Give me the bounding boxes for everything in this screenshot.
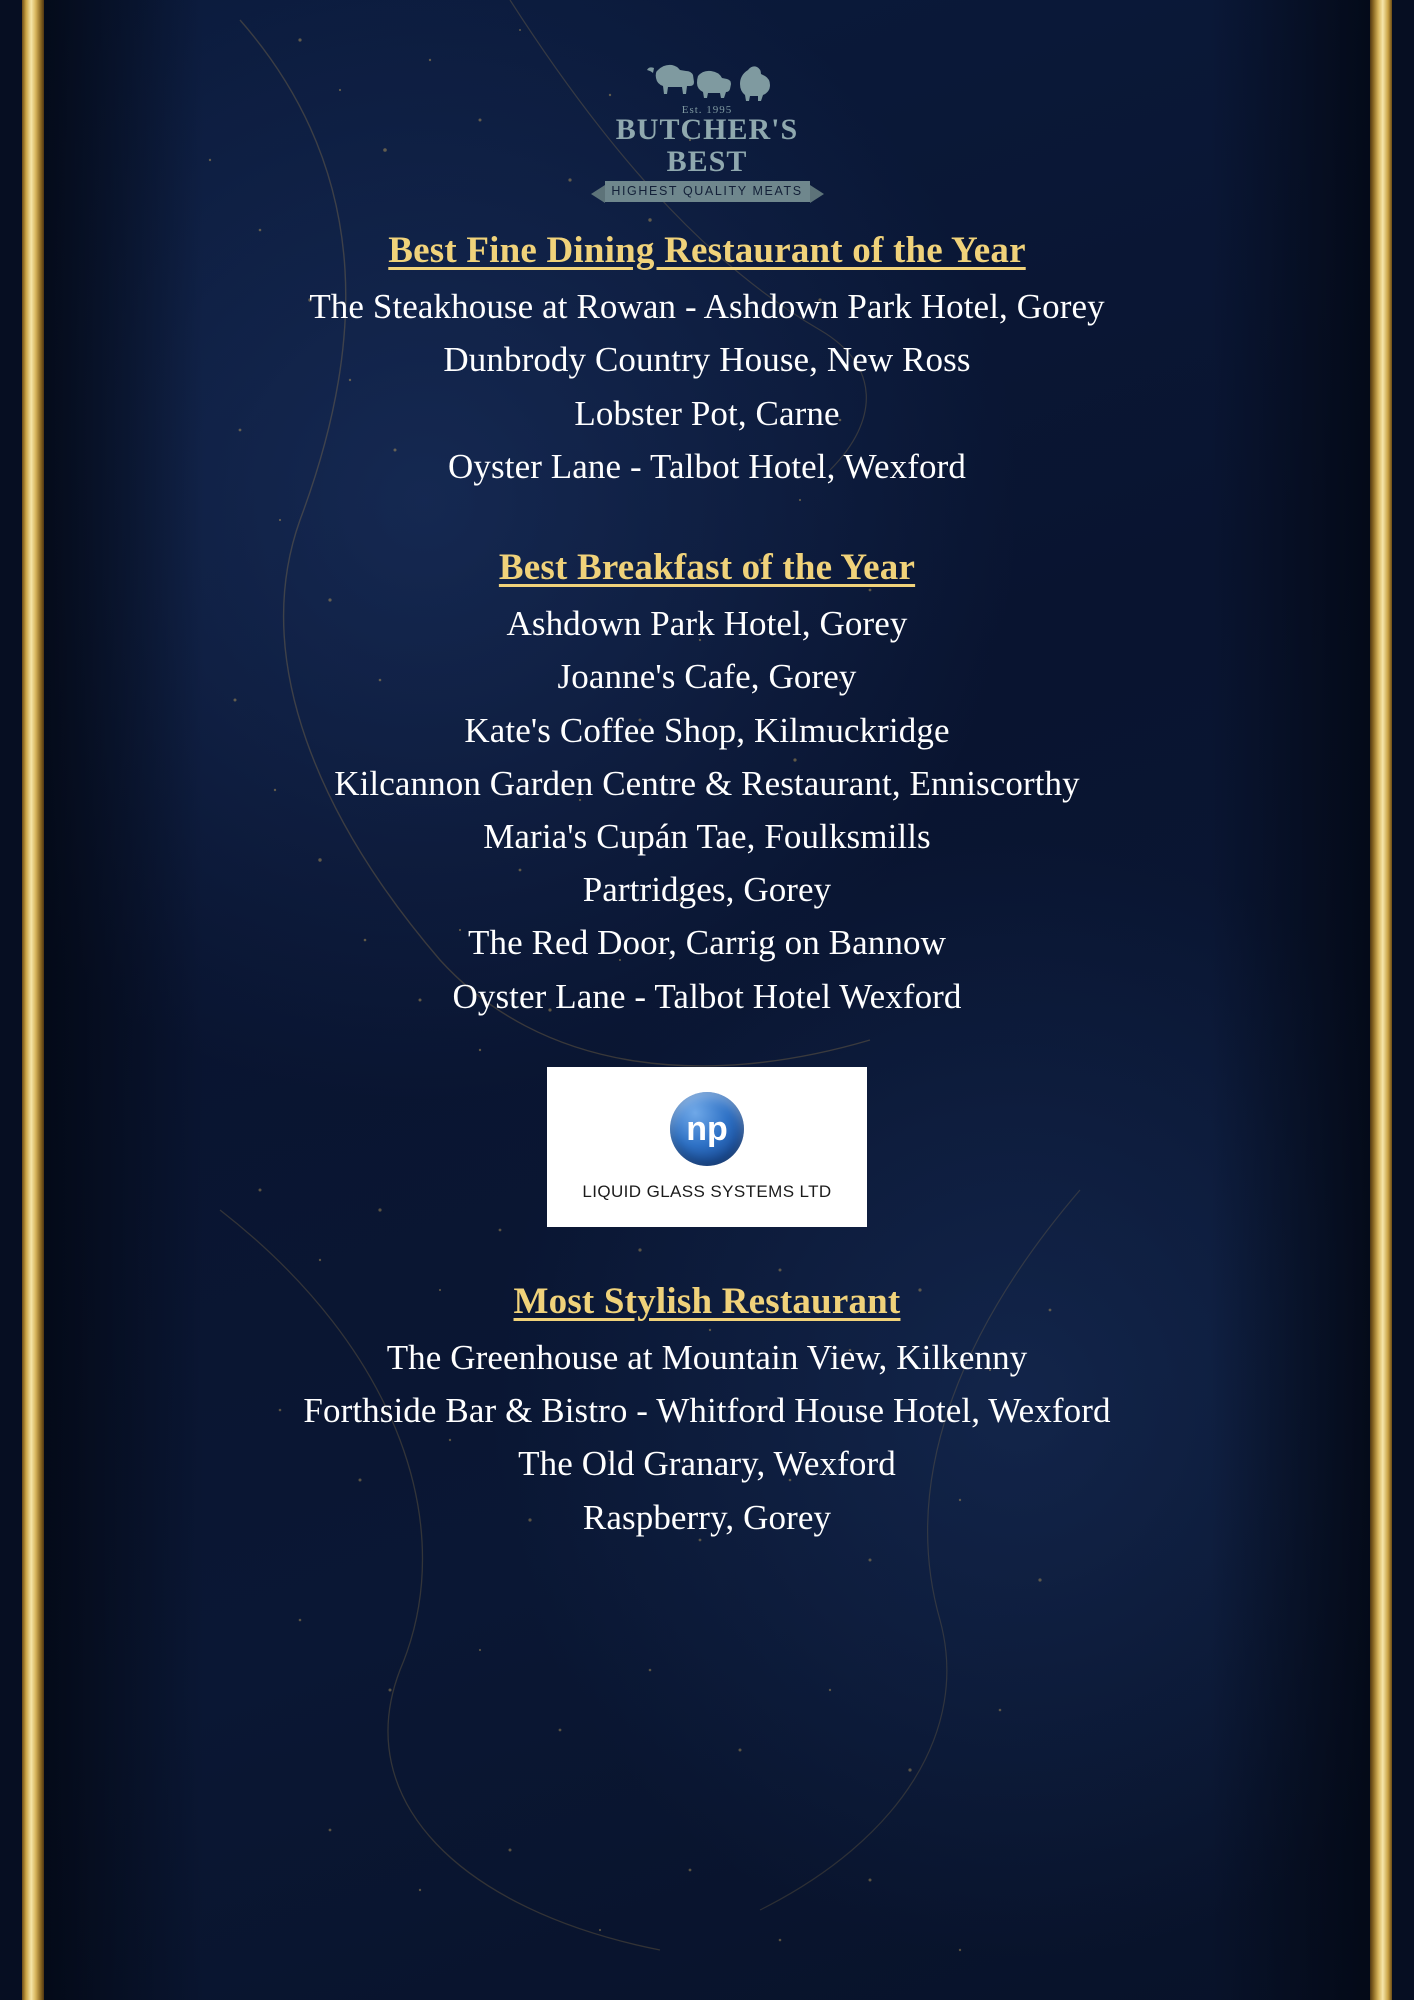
nominee-item: Kilcannon Garden Centre & Restaurant, Enniscorthy: [334, 763, 1080, 803]
nominee-item: Maria's Cupán Tae, Foulksmills: [483, 817, 931, 856]
logo-wordmark: BUTCHER'S BEST: [615, 113, 799, 178]
butchers-best-logo: [577, 62, 837, 202]
sponsor-card: [547, 1067, 867, 1227]
cow-pig-chicken-icon: [632, 60, 782, 104]
nominee-item: The Red Door, Carrig on Bannow: [468, 923, 946, 963]
nominee-item: Oyster Lane - Talbot Hotel, Wexford: [448, 446, 966, 486]
nominee-item: Lobster Pot, Carne: [574, 393, 840, 433]
logo-est-text: Est. 1995: [681, 104, 733, 116]
category-breakfast: [0, 545, 1414, 1023]
np-logo-icon: np: [670, 1092, 744, 1166]
nominee-item: The Steakhouse at Rowan - Ashdown Park Hotel, Gorey: [309, 287, 1105, 327]
nominee-item: The Greenhouse at Mountain View, Kilkenny: [386, 1338, 1028, 1377]
nominee-item: Ashdown Park Hotel, Gorey: [506, 604, 908, 644]
spacer: [0, 493, 1414, 545]
spacer: [0, 1227, 1414, 1279]
sponsor-name: LIQUID GLASS SYSTEMS LTD: [582, 1181, 832, 1201]
category-most-stylish: [0, 1279, 1414, 1544]
nominee-item: Forthside Bar & Bistro - Whitford House Hotel, Wexford: [303, 1391, 1111, 1431]
category-fine-dining: [0, 228, 1414, 493]
nominee-item: Raspberry, Gorey: [582, 1497, 832, 1537]
nominee-item: Dunbrody Country House, New Ross: [443, 340, 971, 380]
category-title: Best Fine Dining Restaurant of the Year: [388, 230, 1026, 271]
nominee-item: The Old Granary, Wexford: [518, 1444, 896, 1484]
category-title: Best Breakfast of the Year: [498, 547, 916, 588]
nominee-item: Joanne's Cafe, Gorey: [557, 657, 857, 697]
livestock-icons: [577, 62, 837, 104]
logo-tagline-ribbon: HIGHEST QUALITY MEATS: [605, 181, 810, 202]
nominee-item: Partridges, Gorey: [582, 870, 832, 910]
category-title: Most Stylish Restaurant: [513, 1280, 901, 1322]
nominee-item: Oyster Lane - Talbot Hotel Wexford: [452, 976, 962, 1016]
nominee-item: Kate's Coffee Shop, Kilmuckridge: [464, 710, 950, 750]
